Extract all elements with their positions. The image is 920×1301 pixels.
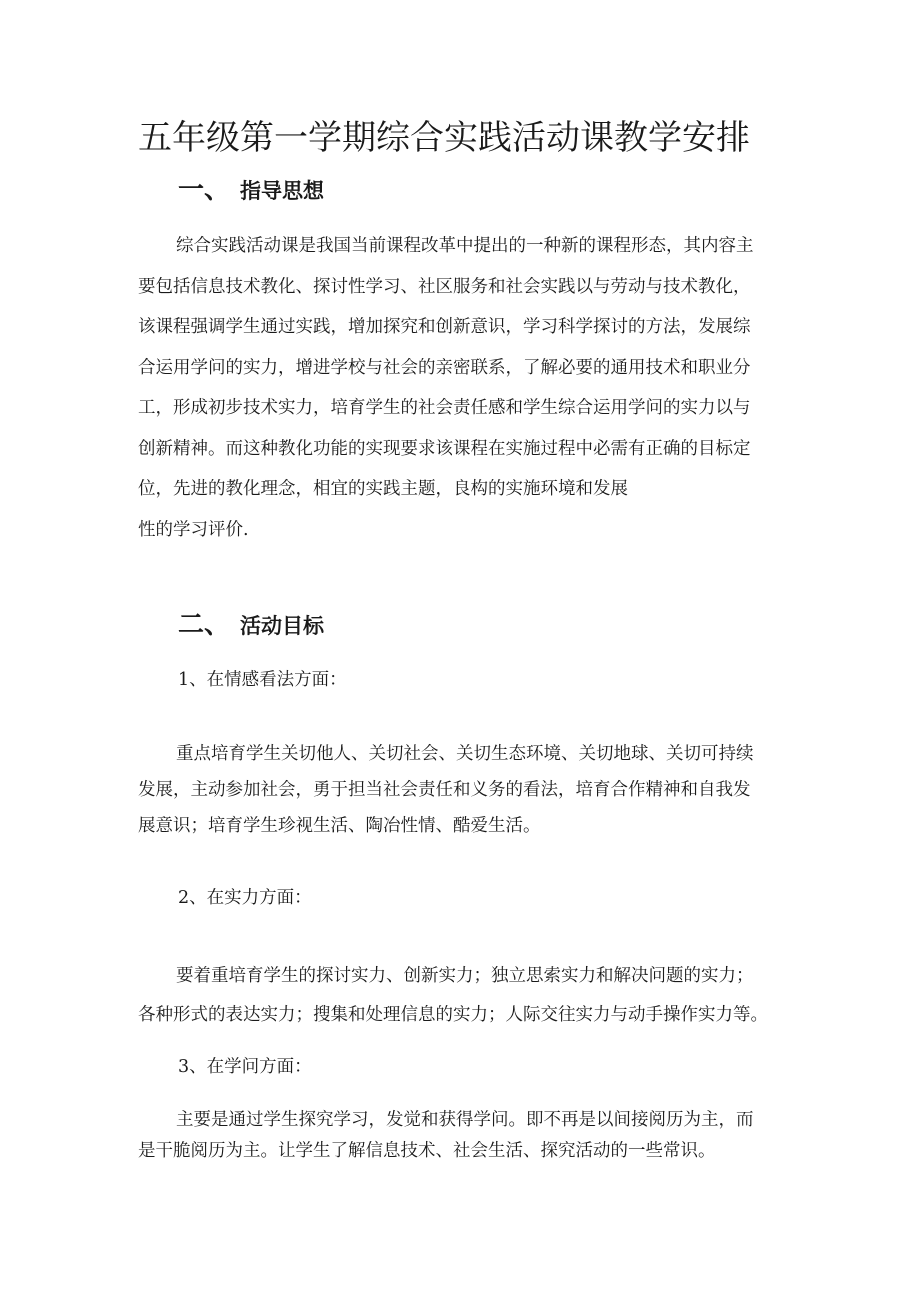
paragraph-line: 发展，主动参加社会，勇于担当社会责任和义务的看法，培育合作精神和自我发: [138, 780, 751, 800]
paragraph-knowledge: [138, 1105, 783, 1167]
paragraph-line: 主要是通过学生探究学习，发觉和获得学问。即不再是以间接阅历为主，而: [176, 1110, 754, 1130]
section-heading-text: 活动目标: [240, 614, 324, 638]
section-number: 二、: [178, 610, 231, 640]
subheading-ability: 2、在实力方面：: [178, 888, 312, 908]
paragraph-line: 展意识；培育学生珍视生活、陶冶性情、酷爱生活。: [138, 816, 541, 836]
paragraph-line: 合运用学问的实力，增进学校与社会的亲密联系，了解必要的通用技术和职业分: [138, 357, 751, 378]
section-number: 一、: [178, 175, 231, 205]
paragraph-emotion-attitude: [138, 736, 783, 844]
paragraph-ability: [138, 957, 783, 1035]
paragraph-line: 该课程强调学生通过实践，增加探究和创新意识，学习科学探讨的方法，发展综: [138, 317, 751, 337]
paragraph-line: 要着重培育学生的探讨实力、创新实力；独立思索实力和解决问题的实力；: [176, 966, 754, 986]
document-title: 五年级第一学期综合实践活动课教学安排: [138, 118, 750, 158]
paragraph-line: 工，形成初步技术实力，培育学生的社会责任感和学生综合运用学问的实力以与: [138, 398, 751, 418]
paragraph-line: 创新精神。而这种教化功能的实现要求该课程在实施过程中必需有正确的目标定: [138, 438, 751, 459]
paragraph-line: 要包括信息技术教化、探讨性学习、社区服务和社会实践以与劳动与技术教化，: [138, 276, 751, 297]
section-heading-guiding-ideology: [178, 175, 324, 206]
section-heading-activity-goals: [178, 610, 324, 641]
subheading-knowledge: 3、在学问方面：: [178, 1057, 312, 1077]
paragraph-guiding-ideology: [138, 226, 783, 550]
section-heading-text: 指导思想: [240, 179, 324, 203]
paragraph-line: 性的学习评价.: [138, 519, 249, 540]
paragraph-line: 综合实践活动课是我国当前课程改革中提出的一种新的课程形态，其内容主: [176, 236, 754, 256]
paragraph-line: 位，先进的教化理念，相宜的实践主题，良构的实施环境和发展: [138, 479, 628, 499]
paragraph-line: 各种形式的表达实力；搜集和处理信息的实力；人际交往实力与动手操作实力等。: [138, 1005, 768, 1025]
paragraph-line: 重点培育学生关切他人、关切社会、关切生态环境、关切地球、关切可持续: [176, 744, 754, 764]
paragraph-line: 是干脆阅历为主。让学生了解信息技术、社会生活、探究活动的一些常识。: [138, 1141, 716, 1161]
subheading-emotion-attitude: 1、在情感看法方面：: [178, 670, 347, 690]
